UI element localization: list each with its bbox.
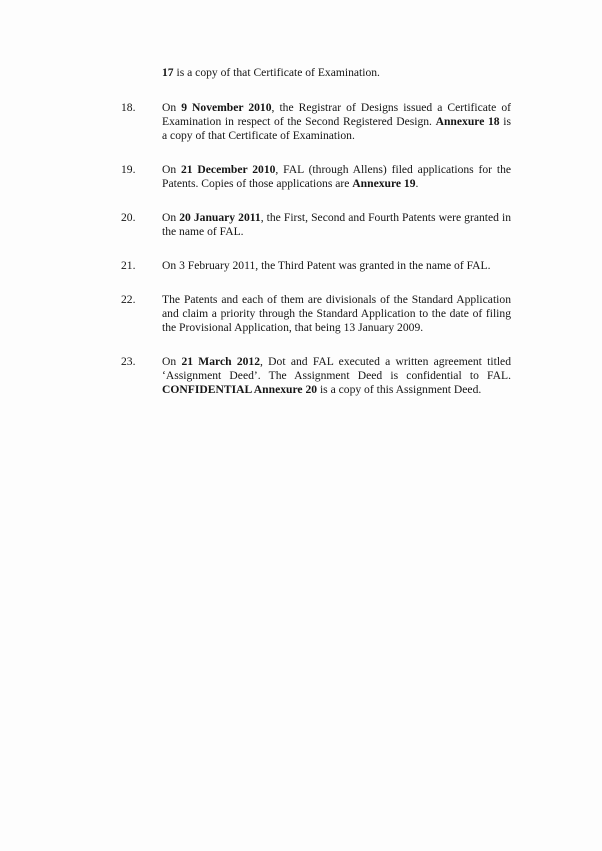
text-run: , the Registrar of Designs issued a Certificate of Examination in respect of the Second Registered Design. [162, 101, 511, 128]
bold-run: Annexure 19 [352, 177, 416, 190]
paragraph-number: 22. [121, 293, 136, 306]
text-run: , the First, Second and Fourth Patents were granted in the name of FAL. [162, 211, 511, 238]
paragraph-18 [121, 101, 511, 143]
paragraph-19 [121, 163, 511, 191]
continuation-rest: is a copy of that Certificate of Examination. [173, 66, 380, 79]
paragraph-21 [121, 259, 511, 273]
text-run: . [415, 177, 419, 190]
paragraph-number: 18. [121, 101, 136, 114]
paragraph-number: 23. [121, 355, 136, 368]
continuation-bold-lead: 17 [162, 66, 174, 79]
continuation-text [162, 66, 380, 79]
paragraph-text [162, 163, 511, 190]
paragraph-text [162, 211, 511, 238]
text-run: On 3 February 2011, the Third Patent was granted in the name of FAL. [162, 259, 491, 272]
paragraph-text [162, 259, 491, 272]
paragraph-text [162, 355, 511, 396]
text-run: On [162, 163, 181, 176]
bold-run: 9 November 2010 [181, 101, 272, 114]
paragraph-number: 19. [121, 163, 136, 176]
text-run: On [162, 355, 182, 368]
text-run: , Dot and FAL executed a written agreement titled ‘Assignment Deed’. The Assignment Deed is confidential to FAL. [162, 355, 511, 382]
paragraph-continuation [121, 66, 511, 80]
text-run: The Patents and each of them are divisionals of the Standard Application and claim a priority through the Standard Application to the date of filing the Provisional Application, that being 13 January 2009. [162, 293, 511, 334]
bold-run: 21 March 2012 [181, 355, 261, 368]
paragraph-20 [121, 211, 511, 239]
bold-run: 20 January 2011 [179, 211, 261, 224]
text-run: On [162, 101, 182, 114]
document-body [121, 66, 511, 417]
bold-run: Annexure 18 [435, 115, 500, 128]
text-run: is a copy of this Assignment Deed. [317, 383, 482, 396]
paragraph-22 [121, 293, 511, 335]
text-run: On [162, 211, 180, 224]
paragraph-text [162, 293, 511, 334]
text-run: , FAL (through Allens) filed applications for the Patents. Copies of those applications are [162, 163, 512, 190]
paragraph-number: 21. [121, 259, 136, 272]
paragraph-23 [121, 355, 511, 397]
numbered-paragraphs [121, 101, 511, 397]
paragraph-number: 20. [121, 211, 136, 224]
paragraph-text [162, 101, 511, 142]
bold-run: 21 December 2010 [181, 163, 276, 176]
bold-run: CONFIDENTIAL Annexure 20 [162, 383, 318, 396]
text-run: is a copy of that Certificate of Examination. [162, 115, 511, 142]
